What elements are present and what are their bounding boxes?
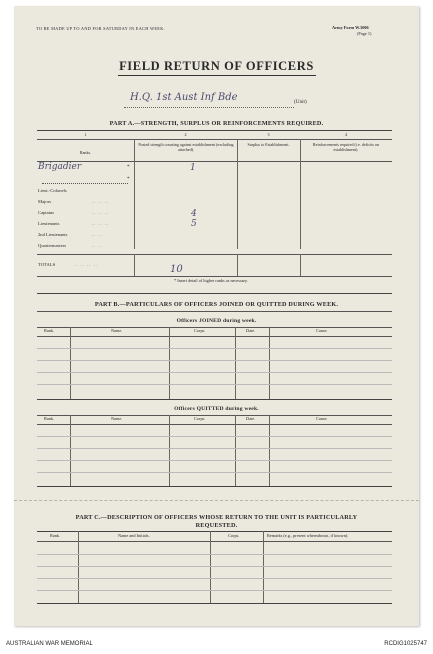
joined-header-rule [37,336,392,337]
joined-row-rule-2 [37,360,392,361]
part-a-number-rule [37,139,392,140]
quitted-row-rule-4 [37,472,392,473]
part-c-top-rule [37,531,392,532]
col-posted-header: Posted strength counting against establishment (excluding attached). [138,142,234,152]
part-c-col-name: Name and Initials. [118,533,150,538]
posted-row-1: 1 [190,163,196,173]
col-number-4: 4 [344,132,348,137]
row-2-blank-line [42,183,128,184]
quitted-col-rule-2 [169,415,170,486]
totals-value: 10 [170,264,183,275]
joined-col-rule-4 [269,327,270,399]
joined-col-rule-2 [169,327,170,399]
part-a-totals-rule [37,254,392,255]
joined-title: Officers JOINED during week. [176,318,257,324]
part-c-row-rule-1 [37,554,392,555]
part-a-header-rule [37,161,392,162]
dots-lieutenants: .. .. .. [92,221,110,226]
header-instruction: TO BE MADE UP TO AND FOR SATURDAY IN EACH WEEK. [36,26,165,31]
part-c-col-remarks: Remarks (e.g., present whereabouts, if known). [267,533,349,538]
quitted-col-rank: Rank. [44,416,55,421]
rank-row-lieutenants: Lieutenants [38,221,60,226]
unit-handwritten: H.Q. 1st Aust Inf Bde [130,92,238,103]
quitted-col-name: Name. [111,416,123,421]
part-a-totals-col-rule-2 [237,254,238,276]
part-a-totals-col-rule-3 [300,254,301,276]
joined-col-name: Name. [111,328,123,333]
col-number-3: 3 [267,132,270,137]
caption-id: RCDIG1025747 [384,641,427,647]
dots-captains: .. .. .. [92,210,110,215]
part-c-col-rule-3 [263,531,264,603]
totals-label: TOTALS [38,262,56,267]
unit-underline [124,107,294,108]
joined-row-rule-4 [37,384,392,385]
part-a-col-rule-2 [237,139,238,249]
part-a-col-rule-1 [134,139,135,249]
caption-source: AUSTRALIAN WAR MEMORIAL [6,641,93,647]
part-a-col-rule-3 [300,139,301,249]
quitted-row-rule-2 [37,448,392,449]
col-reinf-header: Reinforcements required (i.e. deficits on establishment). [312,142,380,152]
rank-row-captains: Captains [38,210,55,215]
rank-row-1: Brigadier [38,162,82,172]
quitted-header-rule [37,424,392,425]
quitted-col-cause: Cause. [316,416,328,421]
part-c-header-rule [37,541,392,542]
row-1-star: * [127,164,130,170]
title-underline [118,75,316,76]
quitted-top-rule [37,415,392,416]
part-c-col-rule-2 [210,531,211,603]
part-c-row-rule-4 [37,590,392,591]
posted-lieutenants: 5 [191,219,197,229]
part-a-totals-col-rule-1 [134,254,135,276]
quitted-bottom-rule [37,486,392,487]
joined-row-rule-3 [37,372,392,373]
joined-col-rank: Rank. [44,328,55,333]
quitted-col-rule-1 [70,415,71,486]
part-c-col-rank: Rank. [50,533,61,538]
part-a-footnote: * Insert detail of higher ranks as necessary. [174,278,248,283]
joined-col-cause: Cause. [316,328,328,333]
col-surplus-header: Surplus to Establishment. [247,142,290,147]
joined-col-rule-3 [235,327,236,399]
part-c-col-rule-1 [78,531,79,603]
dots-majors: .. .. .. [92,199,110,204]
part-b-top-rule [37,293,392,294]
part-b-heading-rule [37,311,392,312]
quitted-title: Officers QUITTED during week. [174,406,259,412]
rank-row-2nd-lt: 2nd Lieutenants [38,232,68,237]
quitted-col-date: Date. [246,416,256,421]
quitted-row-rule-1 [37,436,392,437]
col-number-1: 1 [84,132,87,137]
part-c-col-corps: Corps. [228,533,240,538]
unit-label: (Unit) [294,99,307,105]
col-ranks-header: Ranks. [79,150,92,155]
joined-col-date: Date. [246,328,256,333]
part-a-heading: PART A.—STRENGTH, SURPLUS OR REINFORCEMENTS REQUIRED. [109,120,324,127]
paper-fold [14,500,419,501]
part-c-bottom-rule [37,603,392,604]
part-c-row-rule-3 [37,578,392,579]
dots-totals: .. .. .. .. [74,262,98,267]
part-a-top-rule [37,130,392,131]
form-number: Army Form W.3006 [332,25,369,30]
joined-col-corps: Corps. [194,328,206,333]
col-number-2: 2 [184,132,187,137]
quitted-col-rule-3 [235,415,236,486]
rank-row-lt-col: Lieut.-Colonels [38,188,67,193]
joined-top-rule [37,327,392,328]
part-c-row-rule-2 [37,566,392,567]
dots-2nd-lt: .. .. [92,232,103,237]
quitted-col-rule-4 [269,415,270,486]
row-2-star: * [127,176,130,182]
part-c-heading-line2: REQUESTED. [195,522,238,529]
joined-bottom-rule [37,399,392,400]
rank-row-qm: Quartermasters [38,243,67,248]
quitted-row-rule-3 [37,460,392,461]
form-title: FIELD RETURN OF OFFICERS [119,59,314,73]
part-b-heading: PART B.—PARTICULARS OF OFFICERS JOINED OR QUITTED DURING WEEK. [94,301,339,308]
part-a-bottom-rule [37,276,392,277]
joined-col-rule-1 [70,327,71,399]
document-page [14,6,419,626]
joined-row-rule-1 [37,348,392,349]
page-number: (Page 1) [357,31,372,36]
posted-captains: 4 [191,209,197,219]
dots-qm: .. .. [92,243,103,248]
rank-row-majors: Majors [38,199,52,204]
quitted-col-corps: Corps. [194,416,206,421]
part-c-heading-line1: PART C.—DESCRIPTION OF OFFICERS WHOSE RETURN TO THE UNIT IS PARTICULARLY [75,514,358,521]
